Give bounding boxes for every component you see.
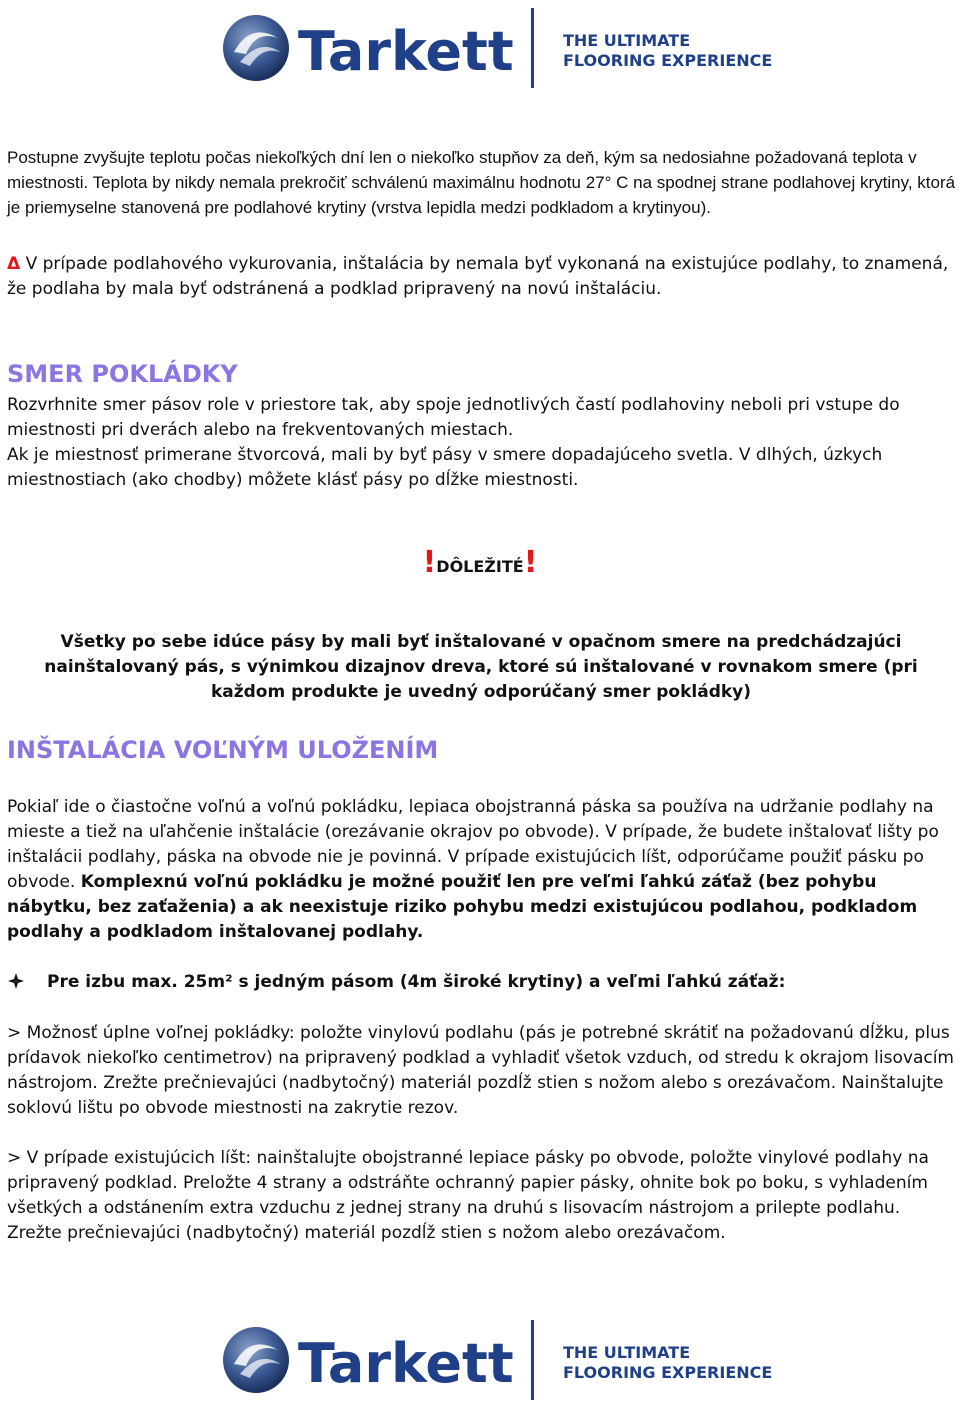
volne-paragraph bbox=[7, 795, 957, 945]
tarkett-logo-graphic bbox=[220, 1320, 773, 1400]
warning-paragraph bbox=[7, 252, 957, 302]
exclamation-icon: ! bbox=[422, 545, 437, 580]
option-2-paragraph: > V prípade existujúcich líšt: nainštalujte obojstranné lepiace pásky po obvode, položte vinylové podlahy na pripravený podklad. Preložte 4 strany a odstráňte ochranný papier pásky, ohnite bok po boku, s vyhladením všetkých a odstánením extra vzduchu z jednej strany na druhú s lisovacím nástrojom a prilepte podlahu. Zrežte prečnievajúci (nadbytočný) materiál pozdĺž stien s nožom alebo orezávačom. bbox=[7, 1148, 929, 1243]
tarkett-logo-graphic bbox=[220, 8, 773, 88]
warning-text: V prípade podlahového vykurovania, inštalácia by nemala byť vykonaná na existujúce podlahy, to znamená, že podlaha by mala byť odstránená a podklad pripravený na novú inštaláciu. bbox=[7, 254, 949, 299]
volne-bold-text: Komplexnú voľnú pokládku je možné použiť len pre veľmi ľahkú záťaž (bez pohybu nábytku, bez zaťaženia) a ak neexistuje riziko pohybu medzi existujúcou podlahou, podkladom podlahy a podkladom inštalovanej podlahy. bbox=[7, 872, 918, 942]
intro-paragraph bbox=[7, 145, 957, 220]
logo-brand-text: Tarkett bbox=[298, 1332, 514, 1395]
tarkett-logo-bottom bbox=[220, 1320, 773, 1400]
smer-paragraph-1: Rozvrhnite smer pásov role v priestore tak, aby spoje jednotlivých častí podlahoviny neboli pri vstupe do miestnosti pri dverách alebo na frekventovaných miestach. bbox=[7, 395, 900, 440]
logo-tagline-2: FLOORING EXPERIENCE bbox=[563, 51, 773, 70]
volne-normal-text: Pokiaľ ide o čiastočne voľnú a voľnú pokládku, lepiaca obojstranná páska sa používa na udržanie podlahy na mieste a tiež na uľahčenie inštalácie (orezávanie okrajov po obvode). V prípade, že budete inštalovať lišty po inštalácii podlahy, páska na obvode nie je povinná. V prípade existujúcich líšt, odporúčame použiť pásku po obvode. bbox=[7, 797, 939, 892]
diamond-bullet-icon bbox=[7, 970, 47, 995]
logo-tagline-2: FLOORING EXPERIENCE bbox=[563, 1363, 773, 1382]
section-heading-smer: SMER POKLÁDKY bbox=[7, 360, 238, 388]
warning-icon: Δ bbox=[7, 254, 21, 274]
section-heading-volne: INŠTALÁCIA VOĽNÝM ULOŽENÍM bbox=[7, 736, 439, 764]
intro-text: Postupne zvyšujte teplotu počas niekoľkých dní len o niekoľko stupňov za deň, kým sa nedosiahne požadovaná teplota v miestnosti. Teplota by nikdy nemala prekročiť schválenú maximálnu hodnotu 27° C na spodnej strane podlahovej krytiny, ktorá je priemyselne stanovená pre podlahové krytiny (vrstva lepidla medzi podkladom a krytinyou). bbox=[7, 148, 956, 217]
option-1-paragraph: > Možnosť úplne voľnej pokládky: položte vinylovú podlahu (pás je potrebné skrátiť na požadovanú dĺžku, plus prídavok niekoľko centimetrov) na pripravený podklad a vyhladiť všetok vzduch, od stredu k okrajom lisovacím nástrojom. Zrežte prečnievajúci (nadbytočný) materiál pozdĺž stien s nožom alebo s orezávačom. Nainštalujte soklovú lištu po obvode miestnosti na zakrytie rezov. bbox=[7, 1023, 954, 1118]
logo-brand-text: Tarkett bbox=[298, 20, 514, 83]
bullet-text: Pre izbu max. 25m² s jedným pásom (4m široké krytiny) a veľmi ľahkú záťaž: bbox=[47, 972, 786, 992]
tarkett-logo-top bbox=[220, 8, 773, 88]
logo-tagline-1: THE ULTIMATE bbox=[563, 31, 691, 50]
important-text: Všetky po sebe idúce pásy by mali byť inštalované v opačnom smere na predchádzajúci nainštalovaný pás, s výnimkou dizajnov dreva, ktoré sú inštalované v rovnakom smere (pri každom produkte je uvedný odporúčaný smer pokládky) bbox=[44, 632, 918, 702]
important-title: DÔLEŽITÉ bbox=[436, 557, 524, 576]
bullet-item bbox=[7, 970, 957, 995]
logo-tagline-1: THE ULTIMATE bbox=[563, 1343, 691, 1362]
smer-paragraph-2: Ak je miestnosť primerane štvorcová, mali by byť pásy v smere dopadajúceho svetla. V dlhých, úzkych miestnostiach (ako chodby) môžete klásť pásy po dĺžke miestnosti. bbox=[7, 445, 883, 490]
exclamation-icon: ! bbox=[523, 545, 538, 580]
important-label bbox=[0, 545, 960, 581]
